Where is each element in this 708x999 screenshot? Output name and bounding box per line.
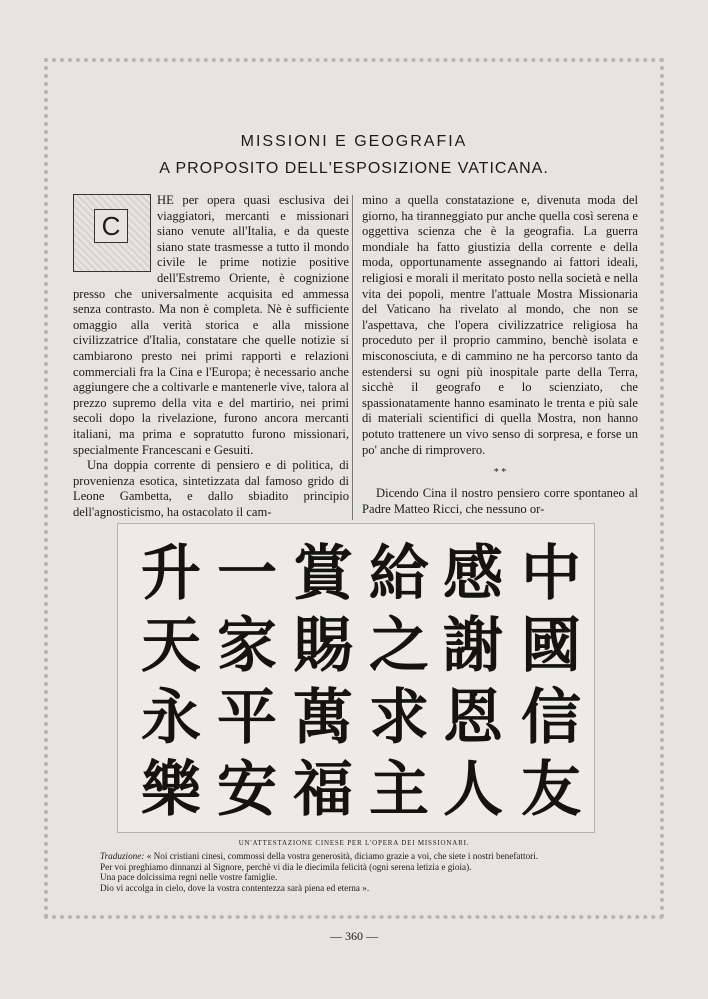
calligraphy-char: 人 (443, 755, 503, 825)
left-column (73, 193, 349, 520)
paragraph-second: Una doppia corrente di pensiero e di politica, di provenienza esotica, sintetizzata dal famoso grido di Leone Gambetta, e dallo sbiadito principio dell'agnosticismo, ha ostacolato il cam- (73, 458, 349, 519)
calligraphy-column-4 (286, 538, 360, 826)
calligraphy-char: 國 (521, 611, 581, 681)
right-column (362, 193, 638, 517)
figure-caption: UN'ATTESTAZIONE CINESE PER L'OPERA DEI MISSIONARI. (238, 839, 470, 847)
article-subtitle: A PROPOSITO DELL'ESPOSIZIONE VATICANA. (159, 160, 549, 177)
calligraphy-column-1 (514, 538, 588, 826)
calligraphy-char: 主 (369, 755, 429, 825)
paragraph-ricci: Dicendo Cina il nostro pensiero corre spontaneo al Padre Matteo Ricci, che nessuno or- (362, 486, 638, 516)
calligraphy-column-3 (362, 538, 436, 826)
calligraphy-char: 永 (141, 683, 201, 753)
calligraphy-char: 賞 (293, 539, 353, 609)
calligraphy-char: 福 (293, 755, 353, 825)
calligraphy-char: 信 (521, 683, 581, 753)
calligraphy-char: 萬 (293, 683, 353, 753)
calligraphy-char: 感 (443, 539, 503, 609)
translation-line-3: Una pace dolcissima regni nelle vostre famiglie. (100, 872, 278, 882)
article-title: MISSIONI E GEOGRAFIA (240, 133, 468, 150)
ornamental-dropcap (73, 194, 151, 272)
calligraphy-char: 平 (217, 683, 277, 753)
translation-line-4: Dio vi accolga in cielo, dove la vostra contentezza sarà piena ed eterna ». (100, 882, 370, 893)
calligraphy-char: 安 (217, 755, 277, 825)
calligraphy-char: 一 (217, 539, 277, 609)
calligraphy-char: 恩 (443, 683, 503, 753)
calligraphy-char: 賜 (293, 611, 353, 681)
calligraphy-char: 中 (521, 539, 581, 609)
translation-block (100, 851, 630, 893)
calligraphy-char: 樂 (141, 755, 201, 825)
chinese-calligraphy-panel (117, 523, 595, 833)
calligraphy-char: 謝 (443, 611, 503, 681)
page-number: — 360 — (330, 929, 378, 943)
paragraph-intro: HE per opera quasi esclusiva dei viaggiatori, mercanti e missionari siano venute all'Italia, e da queste siano state trasmesse a tutto il mondo civile le prime notizie positive dell'Estremo Oriente, è cognizione presso che universalmente acquisita ed ammessa senza contrasto. Ma non è completa. Nè è sufficiente omaggio alla verità storica e alla missione civilizzatrice d'Italia, constatare che quelle notizie si cambiarono presto nei primi rapporti e relazioni commerciali fra la Cina e l'Europa; è necessario anche aggiungere che a coltivarle e mantenerle vive, talora al prezzo supremo della vita e del martirio, nei primi secoli dopo la rivelazione, furono ancora mercanti italiani, ma prima e sopratutto furono missionari, specialmente Francescani e Gesuiti. (73, 193, 349, 457)
calligraphy-column-2 (436, 538, 510, 826)
calligraphy-char: 升 (141, 539, 201, 609)
section-separator-stars: * * (493, 467, 507, 479)
translation-line-1: « Noi cristiani cinesi, commossi della vostra generosità, diciamo grazie a voi, che siete i nostri benefattori. (146, 851, 539, 861)
calligraphy-char: 家 (217, 611, 277, 681)
calligraphy-char: 給 (369, 539, 429, 609)
dropcap-letter: C (94, 209, 128, 243)
calligraphy-column-6 (134, 538, 208, 826)
translation-label: Traduzione: (100, 851, 145, 861)
paragraph-continuation: mino a quella constatazione e, divenuta moda del giorno, ha tiranneggiato pur anche quella così serena e oggettiva scienza che è la geografia. La guerra mondiale ha fatto giustizia della corrente e della moda, opportunamente assegnando ai fattori ideali, religiosi e morali il meritato posto nella società e nella vita dei popoli, mentre l'attuale Mostra Missionaria del Vaticano ha rivelato al mondo, che non se l'aspettava, che l'opera civilizzatrice religiosa ha proceduto per il proprio cammino, benchè isolata e misconosciuta, e di cammino ne ha percorso tanto da estendersi su ogni più inospitale parte della Terra, sicchè il geografo e lo scienziato, che spassionatamente hanno esaminato le trenta e più sale di materiali scientifici di quella Mostra, non hanno potuto trattenere un vivo senso di sorpresa, e forse un po' anche di rimprovero. (362, 193, 638, 457)
calligraphy-column-5 (210, 538, 284, 826)
calligraphy-char: 天 (141, 611, 201, 681)
column-divider (352, 195, 353, 520)
calligraphy-char: 之 (369, 611, 429, 681)
calligraphy-char: 友 (521, 755, 581, 825)
translation-line-2: Per voi preghiamo dinnanzi al Signore, perchè vi dia le diecimila felicità (ogni serena letizia e gioia). (100, 861, 472, 872)
calligraphy-char: 求 (369, 683, 429, 753)
